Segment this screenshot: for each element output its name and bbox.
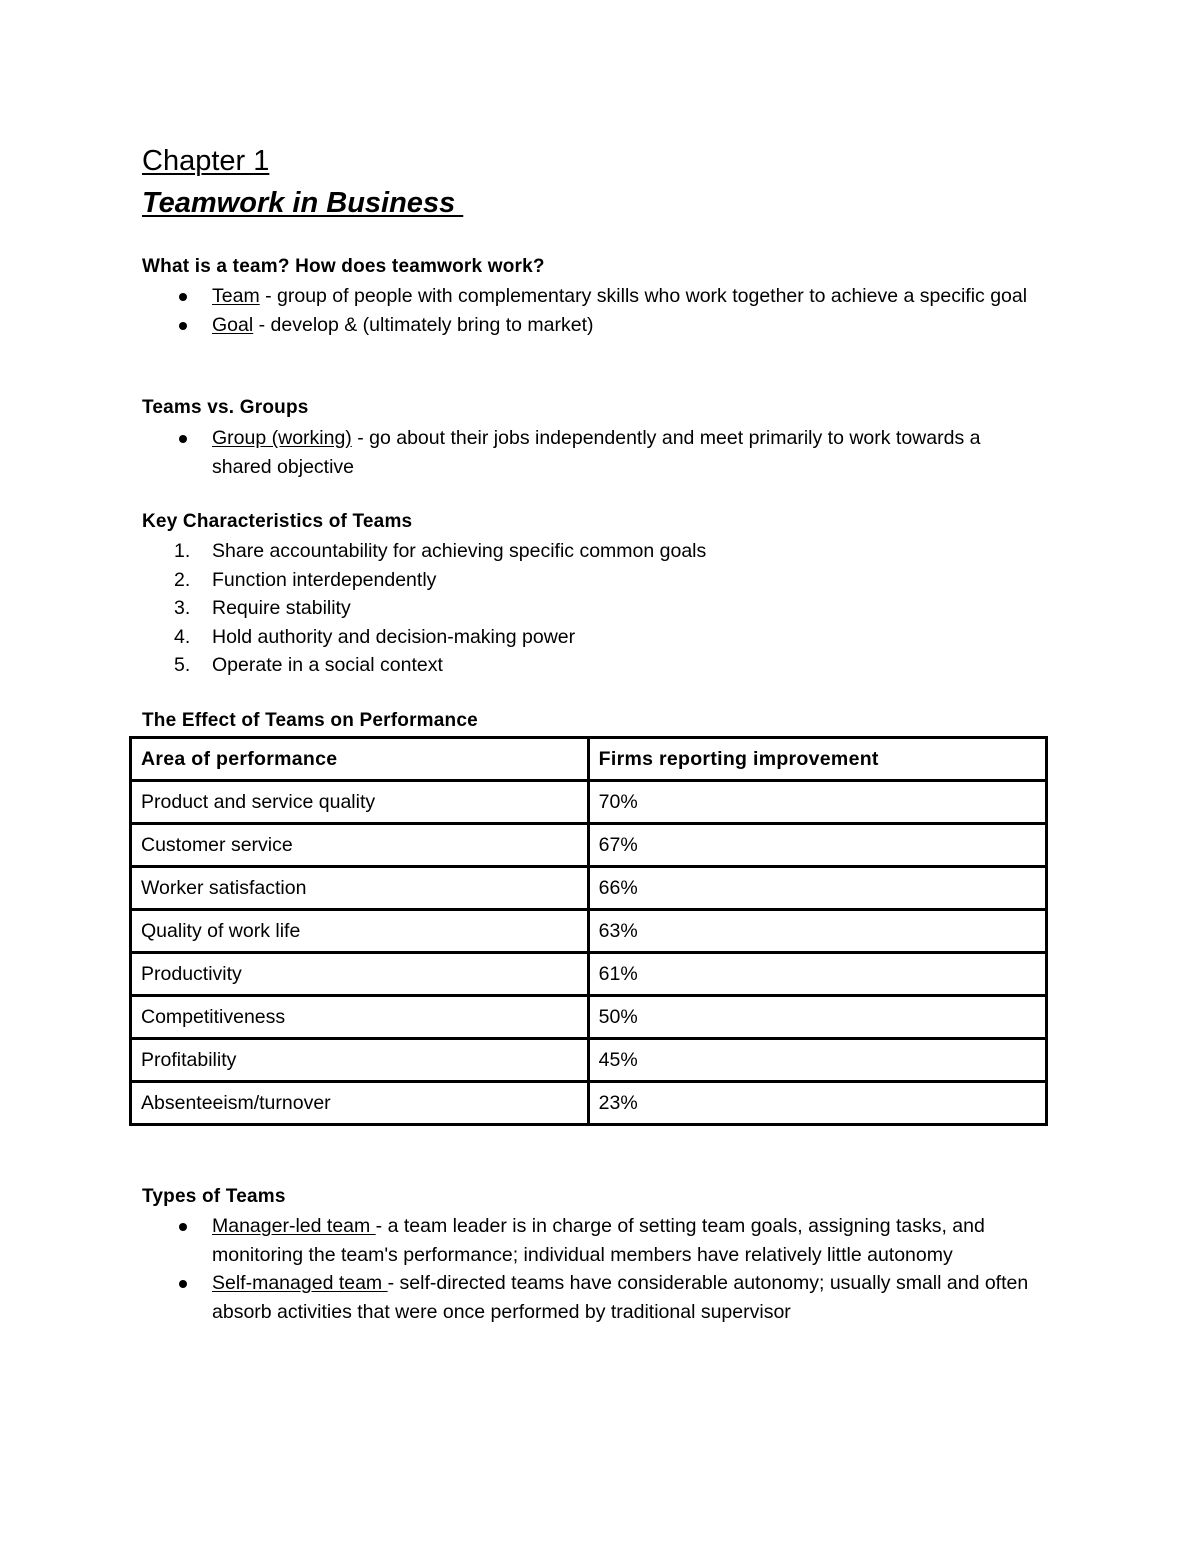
list-item [142, 1269, 1042, 1326]
section-heading-teams-vs-groups: Teams vs. Groups [142, 397, 309, 418]
chapter-title: Chapter 1 [142, 145, 270, 177]
section-heading-types-of-teams: Types of Teams [142, 1186, 286, 1207]
definition: - a team leader is in charge of setting team goals, assigning tasks, and monitoring the team's performance; individual members have relatively little autonomy [212, 1215, 985, 1266]
list-item [142, 311, 1042, 340]
list-text: Hold authority and decision-making power [212, 625, 576, 648]
list-item [142, 282, 1042, 311]
area-cell: Product and service quality [131, 781, 589, 824]
list-number: 1. [174, 540, 191, 562]
area-cell: Absenteeism/turnover [131, 1082, 589, 1125]
table-row [131, 910, 1047, 953]
table-header-row [131, 738, 1047, 781]
column-header-area: Area of performance [131, 738, 589, 781]
definition: - group of people with complementary skills who work together to achieve a specific goal [259, 285, 1028, 307]
percent-cell: 50% [588, 996, 1046, 1039]
list-number: 4. [174, 625, 191, 648]
list-text: Operate in a social context [212, 654, 443, 676]
performance-table [129, 736, 1048, 1126]
list-number: 2. [174, 568, 191, 591]
key-characteristics-list [142, 537, 1042, 680]
percent-cell: 70% [588, 781, 1046, 824]
types-of-teams-list [142, 1212, 1042, 1326]
list-item [142, 566, 1042, 595]
percent-cell: 66% [588, 867, 1046, 910]
area-cell: Productivity [131, 953, 589, 996]
chapter-subtitle: Teamwork in Business [142, 187, 464, 219]
area-cell: Profitability [131, 1039, 589, 1082]
definition: - go about their jobs independently and meet primarily to work towards a shared objective [212, 427, 981, 478]
list-item [142, 424, 1042, 481]
list-text: Require stability [212, 597, 351, 619]
term: Self-managed team [212, 1272, 388, 1294]
percent-cell: 63% [588, 910, 1046, 953]
area-cell: Customer service [131, 824, 589, 867]
list-text: Function interdependently [212, 568, 437, 591]
percent-cell: 23% [588, 1082, 1046, 1125]
section-heading-what-is-team: What is a team? How does teamwork work? [142, 256, 545, 277]
list-text: Share accountability for achieving specific common goals [212, 540, 707, 562]
table-row [131, 824, 1047, 867]
definition: - develop & (ultimately bring to market) [253, 313, 594, 336]
teams-vs-groups-list [142, 424, 1042, 481]
term: Team [212, 285, 260, 307]
percent-cell: 61% [588, 953, 1046, 996]
term: Manager-led team [212, 1215, 376, 1237]
section-heading-key-characteristics: Key Characteristics of Teams [142, 511, 413, 532]
area-cell: Quality of work life [131, 910, 589, 953]
table-row [131, 1082, 1047, 1125]
percent-cell: 45% [588, 1039, 1046, 1082]
area-cell: Worker satisfaction [131, 867, 589, 910]
list-number: 3. [174, 597, 191, 619]
term: Group (working) [212, 427, 352, 449]
table-row [131, 996, 1047, 1039]
list-number: 5. [174, 654, 191, 676]
table-row [131, 867, 1047, 910]
what-is-team-list [142, 282, 1042, 339]
column-header-firms: Firms reporting improvement [588, 738, 1046, 781]
percent-cell: 67% [588, 824, 1046, 867]
term: Goal [212, 313, 254, 336]
definition: - self-directed teams have considerable autonomy; usually small and often absorb activities that were once performed by traditional supervisor [212, 1272, 1029, 1323]
section-heading-effect-of-teams: The Effect of Teams on Performance [142, 710, 478, 731]
table-row [131, 953, 1047, 996]
list-item [142, 537, 1042, 566]
table-row [131, 1039, 1047, 1082]
area-cell: Competitiveness [131, 996, 589, 1039]
list-item [142, 623, 1042, 652]
list-item [142, 651, 1042, 680]
table-row [131, 781, 1047, 824]
list-item [142, 594, 1042, 623]
list-item [142, 1212, 1042, 1269]
